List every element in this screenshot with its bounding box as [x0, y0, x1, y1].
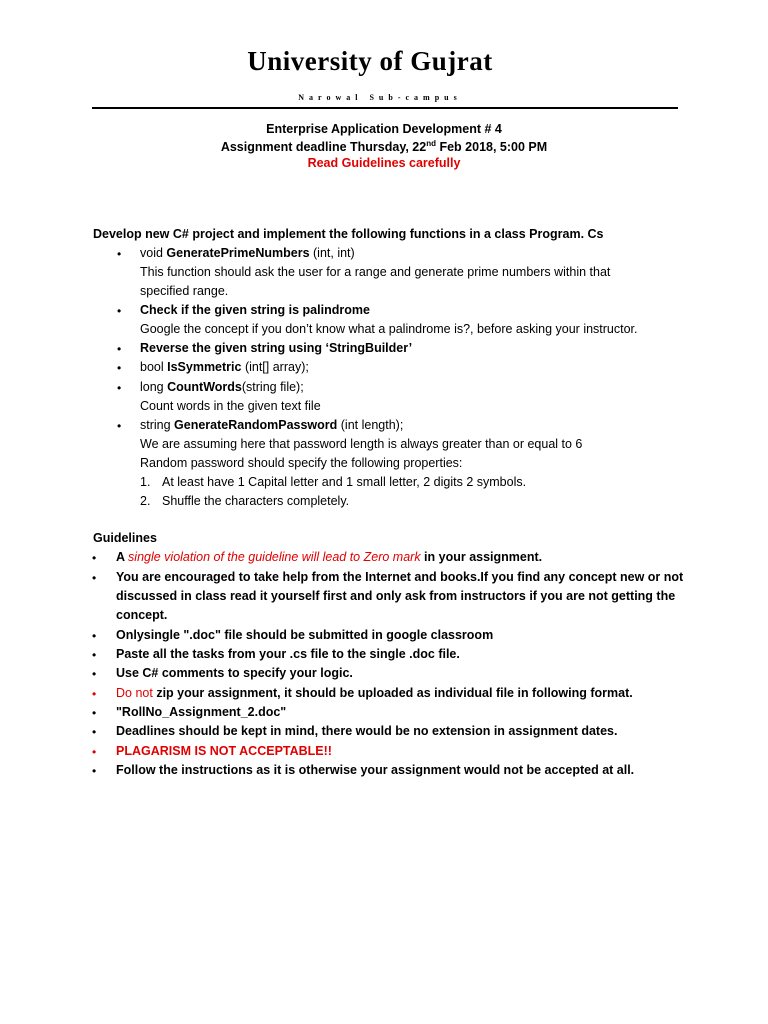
- guideline-item: You are encouraged to take help from the Internet and books.If you find any concept new or not: [116, 570, 684, 584]
- deadline-prefix: Assignment deadline Thursday, 22: [220, 140, 427, 155]
- guideline-item: Follow the instructions as it is otherwise your assignment would not be accepted at all.: [116, 763, 635, 777]
- task-signature: (string file);: [241, 380, 304, 394]
- guidelines-notice: Read Guidelines carefully: [307, 156, 461, 170]
- campus-subtitle: Narowal Sub-campus: [298, 93, 462, 102]
- task-item-palindrome: Check if the given string is palindrome: [140, 303, 370, 317]
- bullet-icon: •: [117, 342, 122, 356]
- guideline-text: A: [116, 550, 129, 564]
- bullet-icon: •: [92, 764, 97, 778]
- bullet-icon: •: [92, 648, 97, 662]
- bullet-icon: •: [117, 381, 122, 395]
- bullet-icon: •: [92, 667, 97, 681]
- guideline-warning: single violation of the guideline will lead to Zero mark: [128, 550, 421, 564]
- guideline-item: [116, 686, 633, 700]
- task-description: This function should ask the user for a range and generate prime numbers within that: [140, 265, 611, 279]
- bullet-icon: •: [92, 571, 97, 585]
- bullet-icon: •: [92, 725, 97, 739]
- task-keyword: long: [140, 380, 168, 394]
- bullet-icon: •: [92, 629, 97, 643]
- bullet-icon: •: [92, 745, 97, 759]
- task-signature: (int length);: [337, 418, 404, 432]
- task-description: Random password should specify the following properties:: [140, 456, 463, 470]
- guideline-text: zip your assignment, it should be uploaded as individual file in following format.: [152, 686, 633, 700]
- guidelines-heading: Guidelines: [93, 531, 157, 545]
- task-item-is-symmetric: [140, 360, 309, 374]
- task-function-name: IsSymmetric: [167, 360, 242, 374]
- task-description: specified range.: [140, 284, 229, 298]
- numbered-number: 1.: [140, 475, 151, 489]
- bullet-icon: •: [92, 706, 97, 720]
- university-title: University of Gujrat: [247, 46, 493, 76]
- deadline-line: [0, 139, 768, 154]
- task-description: Count words in the given text file: [140, 399, 321, 413]
- bullet-icon: •: [92, 551, 97, 565]
- task-item-reverse-string: Reverse the given string using ‘StringBuilder’: [140, 341, 413, 355]
- task-function-name: CountWords: [167, 380, 242, 394]
- task-description: Google the concept if you don’t know what a palindrome is?, before asking your instructor.: [140, 322, 638, 336]
- numbered-item: At least have 1 Capital letter and 1 small letter, 2 digits 2 symbols.: [162, 475, 527, 489]
- guideline-text: in your assignment.: [420, 550, 543, 564]
- course-title: Enterprise Application Development # 4: [266, 122, 502, 136]
- bullet-icon: •: [117, 247, 122, 261]
- deadline-suffix: Feb 2018, 5:00 PM: [436, 140, 548, 155]
- guideline-warning: Do not: [116, 686, 153, 700]
- task-intro: Develop new C# project and implement the following functions in a class Program. Cs: [93, 227, 604, 241]
- task-item-generate-primes: [140, 246, 355, 260]
- header-divider: [92, 107, 678, 109]
- task-signature: (int, int): [309, 246, 355, 260]
- numbered-item: Shuffle the characters completely.: [162, 494, 350, 508]
- guideline-item: Use C# comments to specify your logic.: [116, 666, 353, 680]
- task-keyword: void: [140, 246, 167, 260]
- task-item-count-words: [140, 380, 304, 394]
- guideline-item: Onlysingle ".doc" file should be submitted in google classroom: [116, 628, 494, 642]
- bullet-icon: •: [92, 687, 97, 701]
- plagiarism-warning: PLAGARISM IS NOT ACCEPTABLE!!: [116, 744, 332, 758]
- guideline-item: "RollNo_Assignment_2.doc": [116, 705, 287, 719]
- guideline-item: discussed in class read it yourself first and only ask from instructors if you are not getting the: [116, 589, 676, 603]
- task-keyword: bool: [140, 360, 168, 374]
- bullet-icon: •: [117, 361, 122, 375]
- numbered-number: 2.: [140, 494, 151, 508]
- guideline-item: Paste all the tasks from your .cs file to the single .doc file.: [116, 647, 460, 661]
- task-keyword: string: [140, 418, 175, 432]
- task-signature: (int[] array);: [241, 360, 309, 374]
- bullet-icon: •: [117, 419, 122, 433]
- task-function-name: GeneratePrimeNumbers: [166, 246, 310, 260]
- guideline-item: [116, 550, 542, 564]
- bullet-icon: •: [117, 304, 122, 318]
- task-item-random-password: [140, 418, 403, 432]
- deadline-ordinal: nd: [426, 139, 436, 148]
- task-description: We are assuming here that password length is always greater than or equal to 6: [140, 437, 583, 451]
- guideline-item: concept.: [116, 608, 168, 622]
- task-function-name: GenerateRandomPassword: [174, 418, 338, 432]
- guideline-item: Deadlines should be kept in mind, there would be no extension in assignment dates.: [116, 724, 618, 738]
